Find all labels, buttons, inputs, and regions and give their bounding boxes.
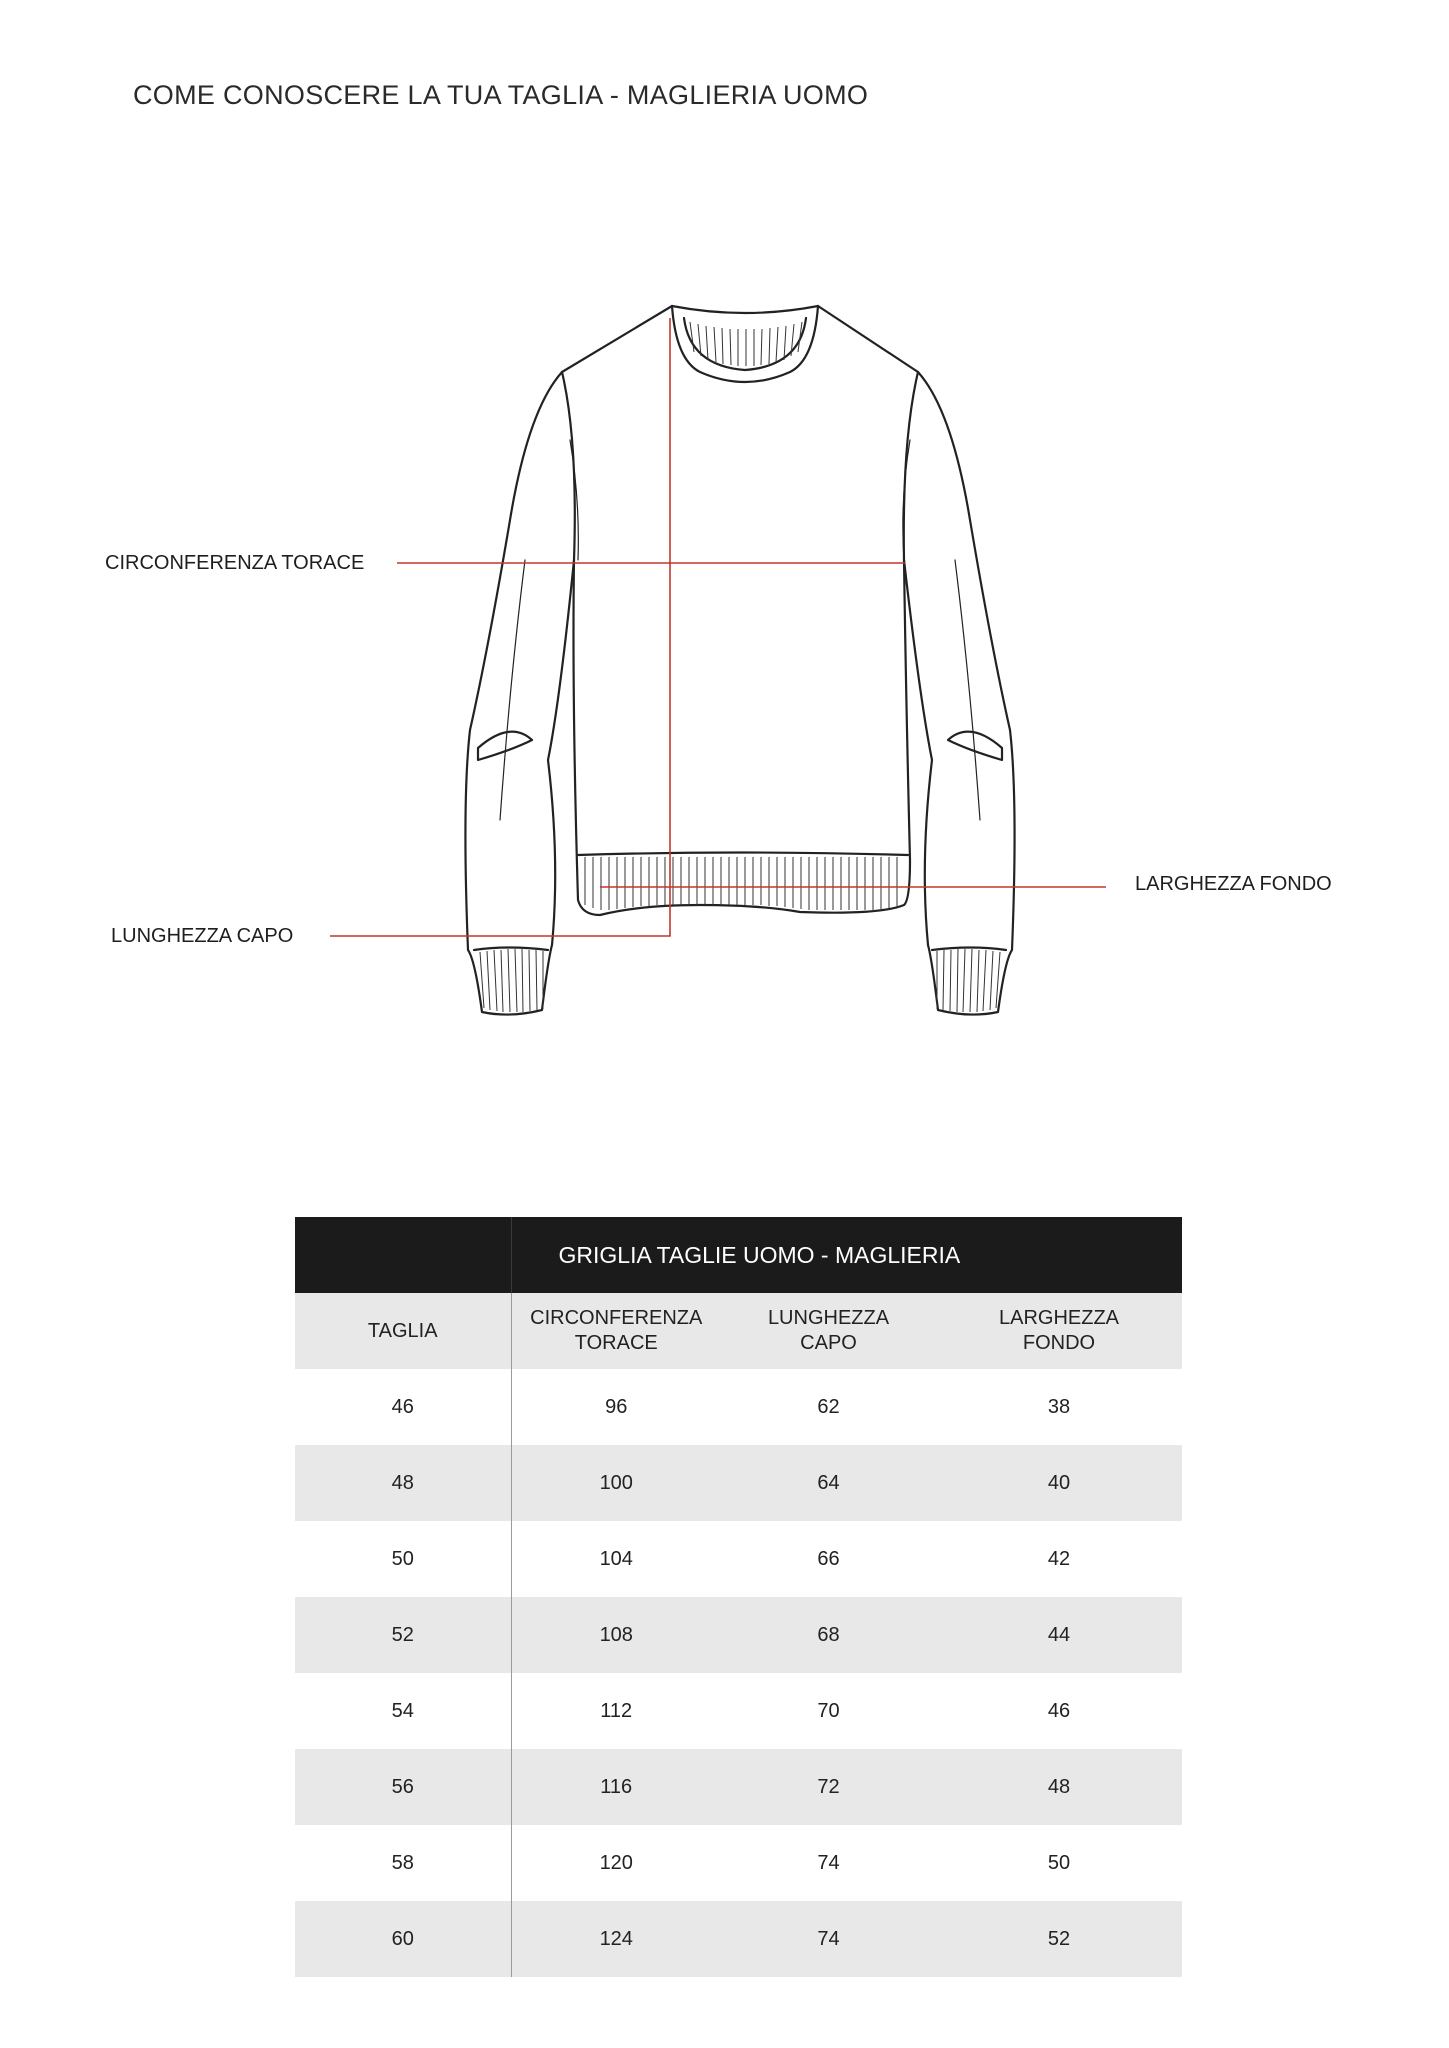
cell-size: 56 [295, 1749, 511, 1825]
cell-length: 74 [721, 1901, 936, 1977]
cell-size: 58 [295, 1825, 511, 1901]
table-title-spacer [295, 1217, 511, 1293]
cell-size: 46 [295, 1369, 511, 1445]
cell-hem: 38 [1047, 1395, 1071, 1418]
cell-length: 62 [817, 1395, 840, 1418]
header-size: TAGLIA [295, 1293, 511, 1369]
cell-size: 52 [295, 1597, 511, 1673]
sweater-body-outline [562, 306, 918, 915]
cell-length: 68 [721, 1597, 936, 1673]
cell-chest: 124 [511, 1901, 721, 1977]
cell-length: 72 [721, 1749, 936, 1825]
table-row [295, 1901, 1182, 1977]
table-row [295, 1825, 1182, 1901]
cell-chest: 108 [511, 1597, 721, 1673]
header-length [721, 1293, 936, 1369]
cell-hem: 40 [936, 1445, 1182, 1521]
cell-hem: 48 [936, 1749, 1182, 1825]
hem-measure-label: LARGHEZZA FONDO [1135, 873, 1332, 895]
table-row [295, 1445, 1182, 1521]
header-hem-line2: FONDO [1022, 1332, 1096, 1354]
header-hem [936, 1293, 1182, 1369]
length-measure-line [330, 318, 670, 936]
header-hem-line1: LARGHEZZA [998, 1307, 1120, 1329]
cell-chest: 96 [605, 1395, 628, 1418]
header-length-line1: LUNGHEZZA [767, 1307, 890, 1329]
neckline-outer [672, 306, 818, 313]
size-table [295, 1217, 1182, 1977]
chest-measure-label: CIRCONFERENZA TORACE [105, 552, 365, 574]
cell-chest: 120 [599, 1851, 633, 1874]
cell-chest: 104 [599, 1547, 633, 1570]
table-title-row [295, 1217, 1182, 1293]
cell-size: 60 [295, 1901, 511, 1977]
cell-chest: 116 [511, 1749, 721, 1825]
table-header-row [295, 1293, 1182, 1369]
table-title: GRIGLIA TAGLIE UOMO - MAGLIERIA [511, 1217, 1182, 1293]
neckline-inner [684, 318, 806, 370]
cell-hem: 42 [1047, 1547, 1071, 1570]
cell-size: 48 [295, 1445, 511, 1521]
table-row [295, 1597, 1182, 1673]
right-sleeve [904, 372, 1015, 1015]
left-sleeve [465, 372, 574, 1015]
cell-length: 64 [721, 1445, 936, 1521]
table-row [295, 1749, 1182, 1825]
table-row [295, 1673, 1182, 1749]
table-row [295, 1521, 1182, 1597]
cell-hem: 44 [936, 1597, 1182, 1673]
header-chest [511, 1293, 721, 1369]
cell-length: 70 [817, 1699, 840, 1722]
cell-hem: 46 [1047, 1699, 1071, 1722]
cell-size: 50 [295, 1521, 511, 1597]
cell-length: 74 [817, 1851, 840, 1874]
cell-size: 54 [295, 1673, 511, 1749]
header-length-line2: CAPO [800, 1332, 857, 1354]
header-chest-line1: CIRCONFERENZA [530, 1307, 703, 1329]
cell-chest: 100 [511, 1445, 721, 1521]
cell-chest: 112 [600, 1699, 633, 1722]
cell-hem: 52 [936, 1901, 1182, 1977]
header-chest-line2: TORACE [574, 1332, 658, 1354]
cell-hem: 50 [1047, 1851, 1071, 1874]
table-row [295, 1369, 1182, 1445]
length-measure-label: LUNGHEZZA CAPO [111, 925, 294, 947]
page-title: COME CONOSCERE LA TUA TAGLIA - MAGLIERIA UOMO [133, 80, 869, 110]
cell-length: 66 [817, 1547, 840, 1570]
